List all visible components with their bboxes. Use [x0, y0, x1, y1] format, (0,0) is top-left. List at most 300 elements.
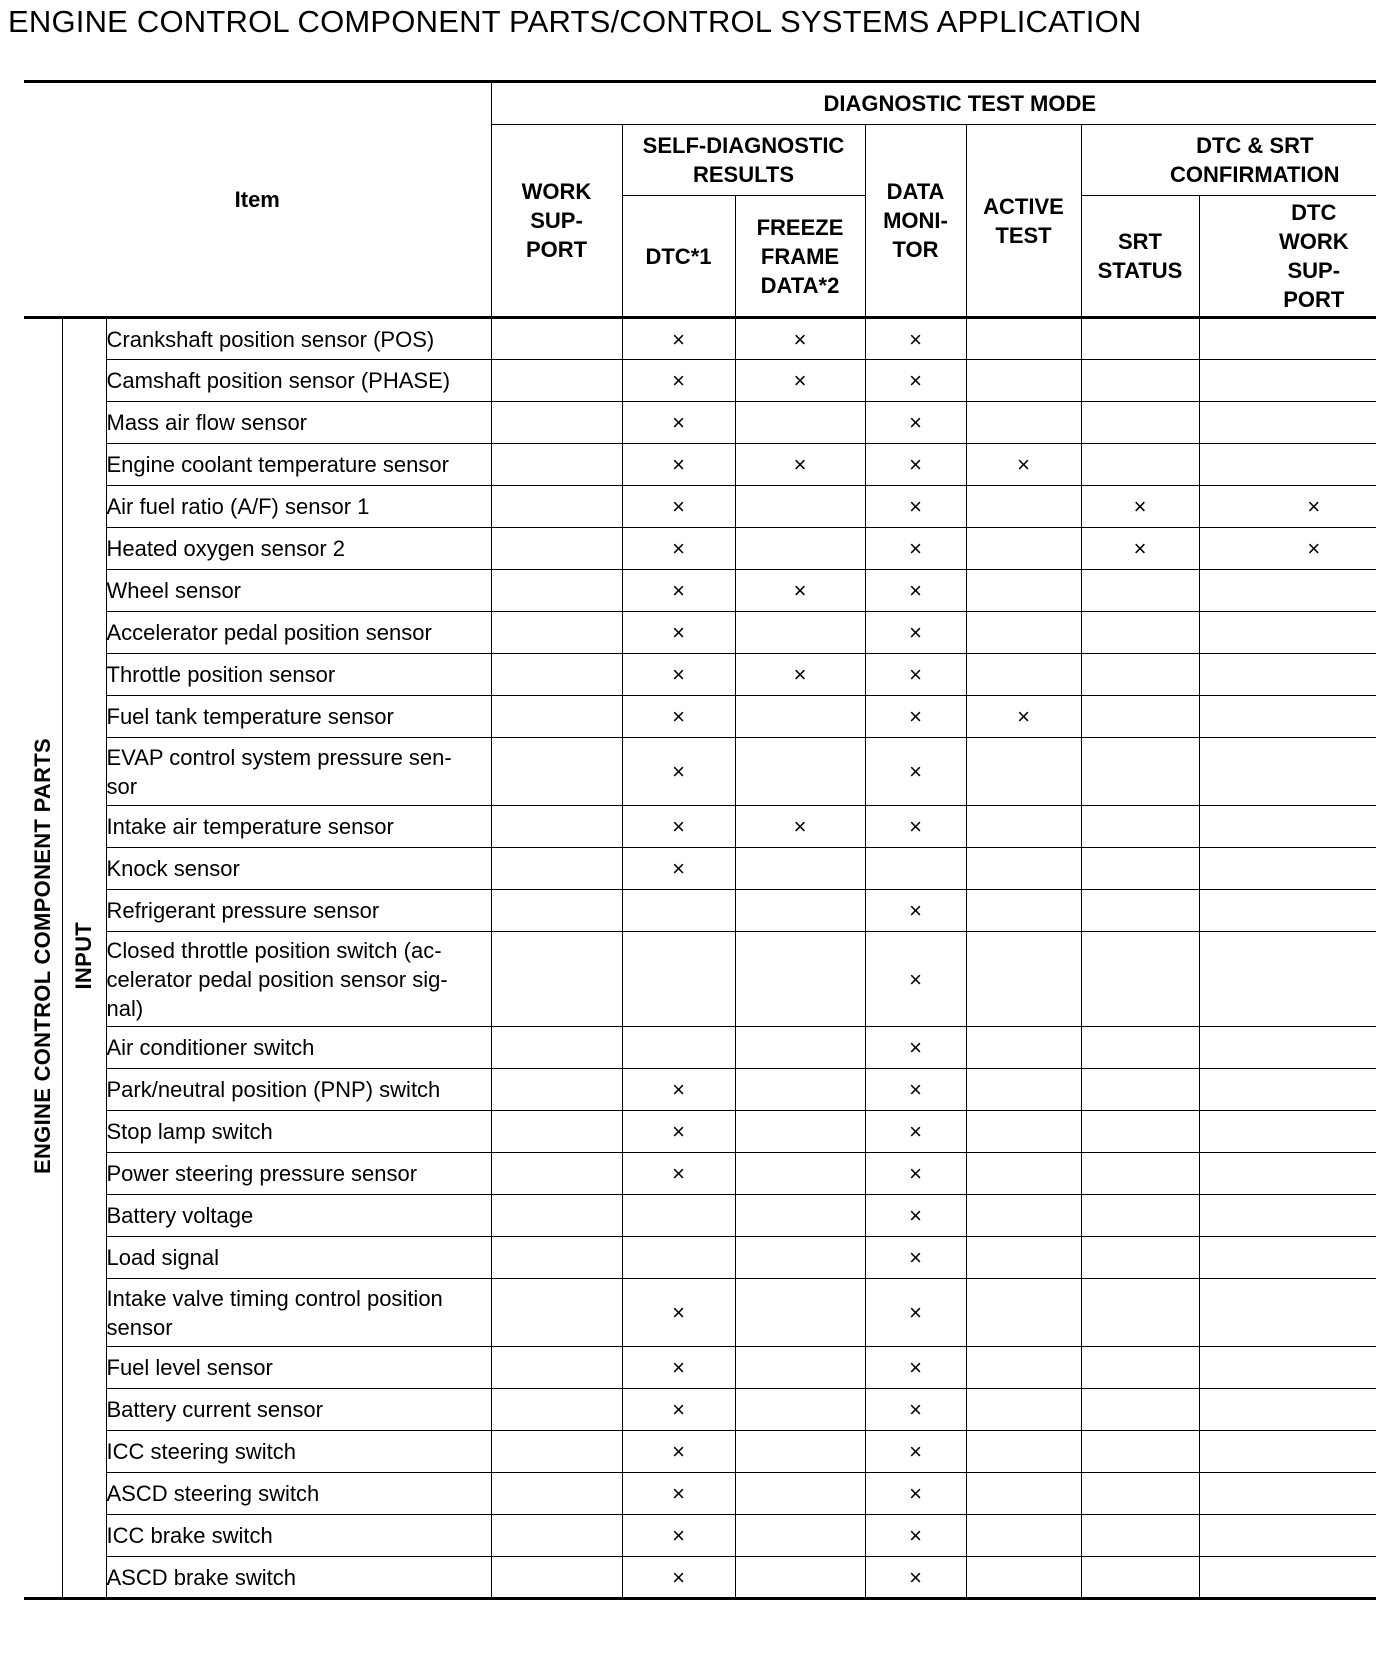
item-cell: [106, 890, 491, 932]
cell-dtc_work_support: [1199, 1473, 1376, 1515]
applicable-mark: ×: [909, 452, 922, 477]
cell-dtc_work_support: [1199, 318, 1376, 360]
cell-active_test: [966, 1473, 1081, 1515]
cell-freeze_frame: [735, 890, 865, 932]
applicable-mark: ×: [909, 1035, 922, 1060]
item-cell: [106, 806, 491, 848]
cell-data_monitor: [865, 486, 966, 528]
header-line: FRAME: [760, 243, 840, 269]
cell-dtc_work_support: [1199, 738, 1376, 806]
cell-data_monitor: [865, 1237, 966, 1279]
cell-srt_status: [1081, 1347, 1199, 1389]
cell-srt_status: [1081, 1027, 1199, 1069]
table-row: [24, 806, 1376, 848]
applicable-mark: ×: [909, 1564, 922, 1590]
header-line: DATA*2: [760, 272, 840, 298]
cell-dtc: [622, 1473, 735, 1515]
cell-freeze_frame: [735, 1111, 865, 1153]
cell-work_support: [491, 1557, 622, 1599]
header-line: WORK: [521, 179, 592, 204]
item-label: ASCD brake switch: [106, 1564, 297, 1590]
cell-srt_status: [1081, 486, 1199, 528]
item-label: Load signal: [106, 1245, 220, 1270]
applicable-mark: ×: [672, 620, 685, 645]
item-label: Air fuel ratio (A/F) sensor 1: [106, 494, 370, 519]
table-row: [24, 1237, 1376, 1279]
cell-dtc: [622, 654, 735, 696]
cell-freeze_frame: [735, 1515, 865, 1557]
applicable-mark: ×: [793, 452, 807, 477]
cell-work_support: [491, 1111, 622, 1153]
cell-srt_status: [1081, 402, 1199, 444]
cell-work_support: [491, 1027, 622, 1069]
cell-dtc_work_support: [1199, 1431, 1376, 1473]
cell-freeze_frame: [735, 1389, 865, 1431]
cell-active_test: [966, 1389, 1081, 1431]
table-row: [24, 402, 1376, 444]
cell-data_monitor: [865, 1431, 966, 1473]
applicable-mark: ×: [672, 814, 685, 839]
cell-srt_status: [1081, 654, 1199, 696]
cell-dtc_work_support: [1199, 654, 1376, 696]
dtc-work-support-header: [1199, 196, 1376, 318]
cell-dtc_work_support: [1199, 806, 1376, 848]
header-line: SELF-DIAGNOSTIC: [642, 133, 845, 158]
item-cell: [106, 1195, 491, 1237]
item-label: Closed throttle position switch (ac-: [106, 937, 442, 963]
applicable-mark: ×: [672, 1439, 685, 1464]
item-cell: [106, 570, 491, 612]
item-cell: [106, 402, 491, 444]
cell-work_support: [491, 1431, 622, 1473]
table-row: [24, 1153, 1376, 1195]
cell-data_monitor: [865, 1279, 966, 1347]
cell-work_support: [491, 1069, 622, 1111]
cell-active_test: [966, 360, 1081, 402]
item-header: Item: [24, 82, 491, 318]
cell-dtc: [622, 1389, 735, 1431]
item-cell: [106, 1347, 491, 1389]
item-label: Fuel tank temperature sensor: [106, 704, 394, 729]
cell-data_monitor: [865, 738, 966, 806]
cell-dtc_work_support: [1199, 612, 1376, 654]
cell-dtc_work_support: [1199, 528, 1376, 570]
cell-work_support: [491, 402, 622, 444]
cell-work_support: [491, 1195, 622, 1237]
applicable-mark: ×: [909, 1439, 922, 1464]
cell-dtc_work_support: [1199, 1347, 1376, 1389]
cell-active_test: [966, 402, 1081, 444]
table-row: [24, 1279, 1376, 1347]
header-line: SRT: [1118, 229, 1162, 254]
table-row: [24, 1431, 1376, 1473]
cell-active_test: [966, 1515, 1081, 1557]
cell-work_support: [491, 486, 622, 528]
cell-work_support: [491, 1279, 622, 1347]
table-row: [24, 444, 1376, 486]
cell-srt_status: [1081, 528, 1199, 570]
item-label: Engine coolant temperature sensor: [106, 452, 449, 477]
cell-active_test: [966, 654, 1081, 696]
active-test-header: [966, 125, 1081, 318]
table-row: [24, 1515, 1376, 1557]
cell-active_test: [966, 1153, 1081, 1195]
applicable-mark: ×: [909, 368, 922, 393]
cell-work_support: [491, 1347, 622, 1389]
cell-dtc: [622, 444, 735, 486]
applicable-mark: ×: [909, 662, 922, 687]
cell-data_monitor: [865, 806, 966, 848]
cell-dtc: [622, 932, 735, 1027]
cell-dtc_work_support: [1199, 1279, 1376, 1347]
cell-data_monitor: [865, 570, 966, 612]
cell-dtc: [622, 1237, 735, 1279]
table-row: [24, 570, 1376, 612]
work-support-header: [491, 125, 622, 318]
item-label: Mass air flow sensor: [106, 410, 308, 435]
cell-active_test: [966, 1279, 1081, 1347]
cell-dtc: [622, 696, 735, 738]
cell-work_support: [491, 1153, 622, 1195]
cell-freeze_frame: [735, 738, 865, 806]
cell-srt_status: [1081, 932, 1199, 1027]
applicable-mark: ×: [909, 1245, 922, 1270]
cell-active_test: [966, 318, 1081, 360]
item-label: Intake air temperature sensor: [106, 814, 394, 839]
cell-active_test: [966, 486, 1081, 528]
cell-dtc: [622, 570, 735, 612]
applicable-mark: ×: [909, 759, 922, 784]
cell-srt_status: [1081, 1111, 1199, 1153]
cell-freeze_frame: [735, 654, 865, 696]
cell-srt_status: [1081, 1473, 1199, 1515]
cell-dtc: [622, 1111, 735, 1153]
item-cell: [106, 1153, 491, 1195]
applicable-mark: ×: [672, 494, 685, 519]
cell-dtc: [622, 1347, 735, 1389]
data-monitor-header: [865, 125, 966, 318]
table-row: [24, 696, 1376, 738]
item-label: ICC steering switch: [106, 1439, 297, 1464]
cell-data_monitor: [865, 654, 966, 696]
cell-dtc: [622, 1515, 735, 1557]
cell-dtc_work_support: [1199, 1195, 1376, 1237]
cell-dtc_work_support: [1199, 932, 1376, 1027]
applicable-mark: ×: [672, 452, 685, 477]
item-label: sensor: [106, 1314, 173, 1340]
header-line: FREEZE: [756, 214, 844, 240]
applicable-mark: ×: [793, 326, 807, 352]
cell-srt_status: [1081, 444, 1199, 486]
item-label: celerator pedal position sensor sig-: [106, 966, 448, 992]
cell-dtc: [622, 1153, 735, 1195]
item-cell: [106, 318, 491, 360]
cell-srt_status: [1081, 890, 1199, 932]
cell-work_support: [491, 654, 622, 696]
cell-dtc_work_support: [1199, 402, 1376, 444]
table-row: [24, 1027, 1376, 1069]
cell-data_monitor: [865, 890, 966, 932]
cell-data_monitor: [865, 848, 966, 890]
cell-work_support: [491, 932, 622, 1027]
applicable-mark: ×: [793, 368, 807, 393]
cell-freeze_frame: [735, 528, 865, 570]
cell-srt_status: [1081, 738, 1199, 806]
applicable-mark: ×: [1133, 536, 1147, 561]
header-line: TOR: [892, 237, 939, 262]
cell-dtc: [622, 1027, 735, 1069]
applicable-mark: ×: [909, 1397, 922, 1422]
table-row: [24, 1473, 1376, 1515]
cell-srt_status: [1081, 612, 1199, 654]
item-label: ICC brake switch: [106, 1523, 273, 1548]
table-row: [24, 738, 1376, 806]
cell-freeze_frame: [735, 1069, 865, 1111]
cell-active_test: [966, 570, 1081, 612]
header-line: DATA: [886, 179, 945, 204]
cell-srt_status: [1081, 1237, 1199, 1279]
item-label: Stop lamp switch: [106, 1119, 273, 1144]
item-label: Fuel level sensor: [106, 1355, 273, 1380]
cell-dtc: [622, 848, 735, 890]
group-label-outer-text: ENGINE CONTROL COMPONENT PARTS: [29, 737, 55, 1174]
cell-active_test: [966, 738, 1081, 806]
applicable-mark: ×: [672, 704, 685, 729]
cell-dtc_work_support: [1199, 1557, 1376, 1599]
cell-data_monitor: [865, 696, 966, 738]
table-row: [24, 486, 1376, 528]
applicable-mark: ×: [672, 368, 685, 393]
cell-data_monitor: [865, 444, 966, 486]
applicable-mark: ×: [909, 814, 922, 839]
cell-dtc_work_support: [1199, 1069, 1376, 1111]
dtc-srt-confirmation-header: [1081, 125, 1376, 196]
item-label: ASCD steering switch: [106, 1481, 320, 1506]
cell-dtc_work_support: [1199, 1237, 1376, 1279]
applicable-mark: ×: [909, 326, 922, 352]
cell-srt_status: [1081, 1069, 1199, 1111]
item-cell: [106, 1069, 491, 1111]
header-line: PORT: [525, 237, 588, 262]
table-row: [24, 654, 1376, 696]
cell-data_monitor: [865, 1347, 966, 1389]
cell-data_monitor: [865, 1069, 966, 1111]
cell-dtc_work_support: [1199, 1027, 1376, 1069]
cell-active_test: [966, 528, 1081, 570]
table-row: [24, 612, 1376, 654]
item-label: sor: [106, 773, 138, 799]
cell-freeze_frame: [735, 696, 865, 738]
cell-dtc: [622, 402, 735, 444]
cell-dtc: [622, 612, 735, 654]
header-line: ACTIVE: [983, 193, 1064, 219]
cell-freeze_frame: [735, 848, 865, 890]
table-row: [24, 890, 1376, 932]
cell-active_test: [966, 1111, 1081, 1153]
table-row: [24, 1557, 1376, 1599]
item-label: Wheel sensor: [106, 578, 242, 603]
cell-active_test: [966, 848, 1081, 890]
cell-work_support: [491, 360, 622, 402]
cell-srt_status: [1081, 1279, 1199, 1347]
table-row: [24, 360, 1376, 402]
cell-work_support: [491, 570, 622, 612]
applicable-mark: ×: [1017, 704, 1030, 729]
cell-srt_status: [1081, 360, 1199, 402]
applicable-mark: ×: [672, 326, 685, 352]
cell-freeze_frame: [735, 806, 865, 848]
cell-srt_status: [1081, 1515, 1199, 1557]
cell-dtc_work_support: [1199, 1111, 1376, 1153]
item-cell: [106, 848, 491, 890]
applicable-mark: ×: [909, 1300, 922, 1325]
cell-freeze_frame: [735, 1237, 865, 1279]
item-label: Park/neutral position (PNP) switch: [106, 1077, 441, 1102]
item-cell: [106, 1431, 491, 1473]
item-label: Battery current sensor: [106, 1397, 323, 1422]
header-line: DTC & SRT: [1196, 133, 1314, 158]
applicable-mark: ×: [909, 1161, 922, 1186]
cell-work_support: [491, 806, 622, 848]
applicable-mark: ×: [672, 856, 685, 881]
header-line: SUP-: [1287, 258, 1341, 283]
item-label: Refrigerant pressure sensor: [106, 898, 380, 923]
cell-freeze_frame: [735, 932, 865, 1027]
applicable-mark: ×: [793, 662, 807, 687]
item-cell: [106, 654, 491, 696]
applicable-mark: ×: [909, 620, 922, 645]
cell-work_support: [491, 890, 622, 932]
cell-data_monitor: [865, 932, 966, 1027]
table-row: [24, 1389, 1376, 1431]
cell-data_monitor: [865, 318, 966, 360]
cell-dtc_work_support: [1199, 1515, 1376, 1557]
cell-dtc: [622, 806, 735, 848]
item-label: EVAP control system pressure sen-: [106, 744, 452, 770]
item-cell: [106, 528, 491, 570]
item-cell: [106, 444, 491, 486]
applicable-mark: ×: [672, 1119, 685, 1144]
applicable-mark: ×: [672, 410, 685, 435]
item-cell: [106, 932, 491, 1027]
cell-srt_status: [1081, 696, 1199, 738]
freeze-frame-header: [735, 196, 865, 318]
applicable-mark: ×: [672, 1077, 685, 1102]
cell-srt_status: [1081, 1153, 1199, 1195]
cell-dtc: [622, 318, 735, 360]
table-row: [24, 1195, 1376, 1237]
item-cell: [106, 360, 491, 402]
cell-srt_status: [1081, 570, 1199, 612]
cell-dtc_work_support: [1199, 1389, 1376, 1431]
cell-data_monitor: [865, 1557, 966, 1599]
applicable-mark: ×: [1307, 536, 1321, 561]
item-label: Knock sensor: [106, 856, 240, 881]
cell-freeze_frame: [735, 1431, 865, 1473]
item-label: Accelerator pedal position sensor: [106, 620, 432, 645]
cell-active_test: [966, 1195, 1081, 1237]
applicable-mark: ×: [909, 536, 922, 561]
applicable-mark: ×: [1133, 494, 1147, 519]
item-cell: [106, 1473, 491, 1515]
table-row: [24, 1069, 1376, 1111]
cell-active_test: [966, 1347, 1081, 1389]
cell-dtc_work_support: [1199, 486, 1376, 528]
group-label-outer: [24, 318, 62, 1599]
applicable-mark: ×: [1307, 494, 1321, 519]
cell-dtc_work_support: [1199, 570, 1376, 612]
applicable-mark: ×: [793, 814, 807, 839]
cell-dtc: [622, 890, 735, 932]
item-label: Intake valve timing control position: [106, 1285, 443, 1311]
cell-freeze_frame: [735, 402, 865, 444]
cell-work_support: [491, 1237, 622, 1279]
cell-work_support: [491, 444, 622, 486]
applicable-mark: ×: [909, 704, 922, 729]
cell-active_test: [966, 806, 1081, 848]
item-label: Power steering pressure sensor: [106, 1161, 418, 1186]
cell-active_test: [966, 932, 1081, 1027]
applicable-mark: ×: [909, 1077, 922, 1102]
cell-data_monitor: [865, 1473, 966, 1515]
application-table: [24, 80, 1376, 1600]
cell-data_monitor: [865, 1195, 966, 1237]
applicable-mark: ×: [1017, 452, 1030, 477]
cell-dtc: [622, 360, 735, 402]
cell-freeze_frame: [735, 1557, 865, 1599]
cell-dtc_work_support: [1199, 1153, 1376, 1195]
header-line: PORT: [1283, 287, 1345, 312]
cell-dtc: [622, 1279, 735, 1347]
cell-data_monitor: [865, 1515, 966, 1557]
group-label-inner-text: INPUT: [71, 921, 96, 990]
cell-dtc: [622, 1195, 735, 1237]
cell-work_support: [491, 1515, 622, 1557]
cell-active_test: [966, 1027, 1081, 1069]
header-line: WORK: [1278, 229, 1349, 254]
cell-data_monitor: [865, 1389, 966, 1431]
applicable-mark: ×: [909, 898, 922, 923]
cell-srt_status: [1081, 848, 1199, 890]
item-label: nal): [106, 995, 144, 1021]
cell-work_support: [491, 738, 622, 806]
cell-work_support: [491, 318, 622, 360]
item-cell: [106, 1237, 491, 1279]
item-cell: [106, 1027, 491, 1069]
item-cell: [106, 1111, 491, 1153]
cell-work_support: [491, 1473, 622, 1515]
cell-freeze_frame: [735, 1195, 865, 1237]
item-cell: [106, 1279, 491, 1347]
applicable-mark: ×: [909, 410, 922, 435]
cell-freeze_frame: [735, 570, 865, 612]
cell-active_test: [966, 890, 1081, 932]
header-line: SUP-: [530, 208, 583, 233]
item-label: Air conditioner switch: [106, 1035, 315, 1060]
item-cell: [106, 612, 491, 654]
cell-freeze_frame: [735, 1027, 865, 1069]
applicable-mark: ×: [909, 1523, 922, 1548]
cell-dtc_work_support: [1199, 444, 1376, 486]
cell-dtc_work_support: [1199, 360, 1376, 402]
header-line: RESULTS: [692, 162, 795, 187]
applicable-mark: ×: [793, 578, 807, 603]
cell-active_test: [966, 696, 1081, 738]
cell-data_monitor: [865, 1153, 966, 1195]
item-label: Battery voltage: [106, 1203, 254, 1228]
applicable-mark: ×: [909, 578, 922, 603]
table-row: [24, 932, 1376, 1027]
